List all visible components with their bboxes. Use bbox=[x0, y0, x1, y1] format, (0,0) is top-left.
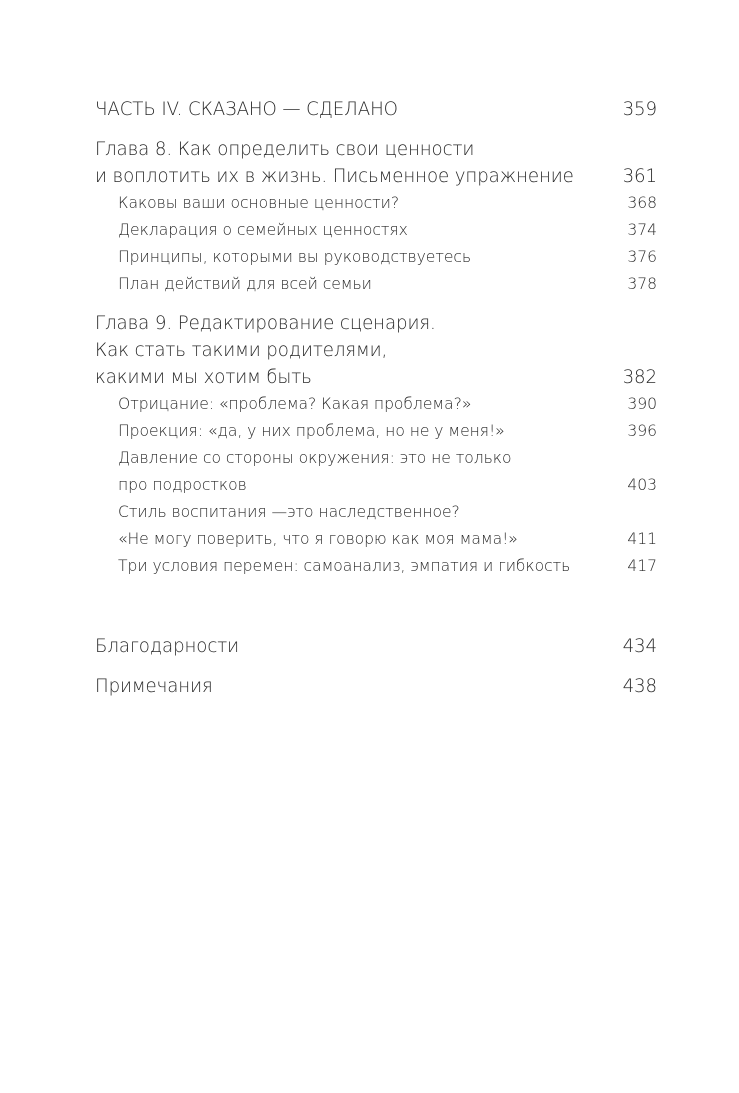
chapter-title-line[interactable]: Как стать такими родителями, bbox=[95, 340, 388, 361]
section-title: Стиль воспитания —это наследственное? bbox=[118, 503, 460, 521]
toc-section-entry[interactable] bbox=[95, 271, 657, 298]
toc-chapter-8 bbox=[95, 136, 657, 298]
section-page-number: 417 bbox=[627, 557, 657, 575]
toc-section-entry[interactable] bbox=[95, 217, 657, 244]
toc-section-entry[interactable] bbox=[95, 553, 657, 580]
part-page-number: 359 bbox=[622, 99, 657, 120]
section-title: Декларация о семейных ценностях bbox=[118, 221, 408, 239]
back-matter-title: Примечания bbox=[95, 676, 213, 697]
toc-section-entry[interactable] bbox=[95, 190, 657, 217]
section-title: Проекция: «да, у них проблема, но не у меня!» bbox=[118, 422, 505, 440]
section-title: про подростков bbox=[118, 476, 247, 494]
chapter-page-number: 361 bbox=[622, 166, 657, 187]
toc-notes-entry[interactable] bbox=[95, 673, 657, 700]
toc-section-entry[interactable] bbox=[95, 499, 657, 526]
toc-section-entry[interactable] bbox=[95, 526, 657, 553]
section-page-number: 376 bbox=[627, 248, 657, 266]
chapter-title-line[interactable]: какими мы хотим быть 382 bbox=[95, 364, 657, 391]
section-title: Принципы, которыми вы руководствуетесь bbox=[118, 248, 472, 266]
toc-section-entry[interactable] bbox=[95, 391, 657, 418]
back-matter-title: Благодарности bbox=[95, 636, 239, 657]
section-page-number: 411 bbox=[627, 530, 657, 548]
toc-chapter-9 bbox=[95, 310, 657, 580]
section-title: План действий для всей семьи bbox=[118, 275, 372, 293]
section-page-number: 368 bbox=[627, 194, 657, 212]
back-matter-page-number: 434 bbox=[622, 636, 657, 657]
part-title: ЧАСТЬ IV. СКАЗАНО — СДЕЛАНО bbox=[95, 99, 398, 120]
chapter-page-number: 382 bbox=[622, 367, 657, 388]
toc-part-entry[interactable] bbox=[95, 96, 657, 123]
chapter-title-line[interactable]: и воплотить их в жизнь. Письменное упражнение 361 bbox=[95, 163, 657, 190]
table-of-contents bbox=[95, 96, 657, 700]
section-title: Давление со стороны окружения: это не только bbox=[118, 449, 512, 467]
toc-section-entry[interactable] bbox=[95, 472, 657, 499]
section-page-number: 374 bbox=[627, 221, 657, 239]
section-page-number: 403 bbox=[627, 476, 657, 494]
section-page-number: 390 bbox=[627, 395, 657, 413]
section-title: «Не могу поверить, что я говорю как моя мама!» bbox=[118, 530, 518, 548]
toc-section-entry[interactable] bbox=[95, 244, 657, 271]
section-page-number: 396 bbox=[627, 422, 657, 440]
section-page-number: 378 bbox=[627, 275, 657, 293]
section-title: Три условия перемен: самоанализ, эмпатия и гибкость bbox=[118, 557, 571, 575]
toc-acknowledgements-entry[interactable] bbox=[95, 633, 657, 660]
toc-section-entry[interactable] bbox=[95, 418, 657, 445]
section-title: Каковы ваши основные ценности? bbox=[118, 194, 400, 212]
toc-section-entry[interactable] bbox=[95, 445, 657, 472]
section-title: Отрицание: «проблема? Какая проблема?» bbox=[118, 395, 472, 413]
chapter-title-line[interactable]: Глава 9. Редактирование сценария. bbox=[95, 313, 436, 334]
back-matter-page-number: 438 bbox=[622, 676, 657, 697]
chapter-title-line[interactable]: Глава 8. Как определить свои ценности bbox=[95, 139, 475, 160]
